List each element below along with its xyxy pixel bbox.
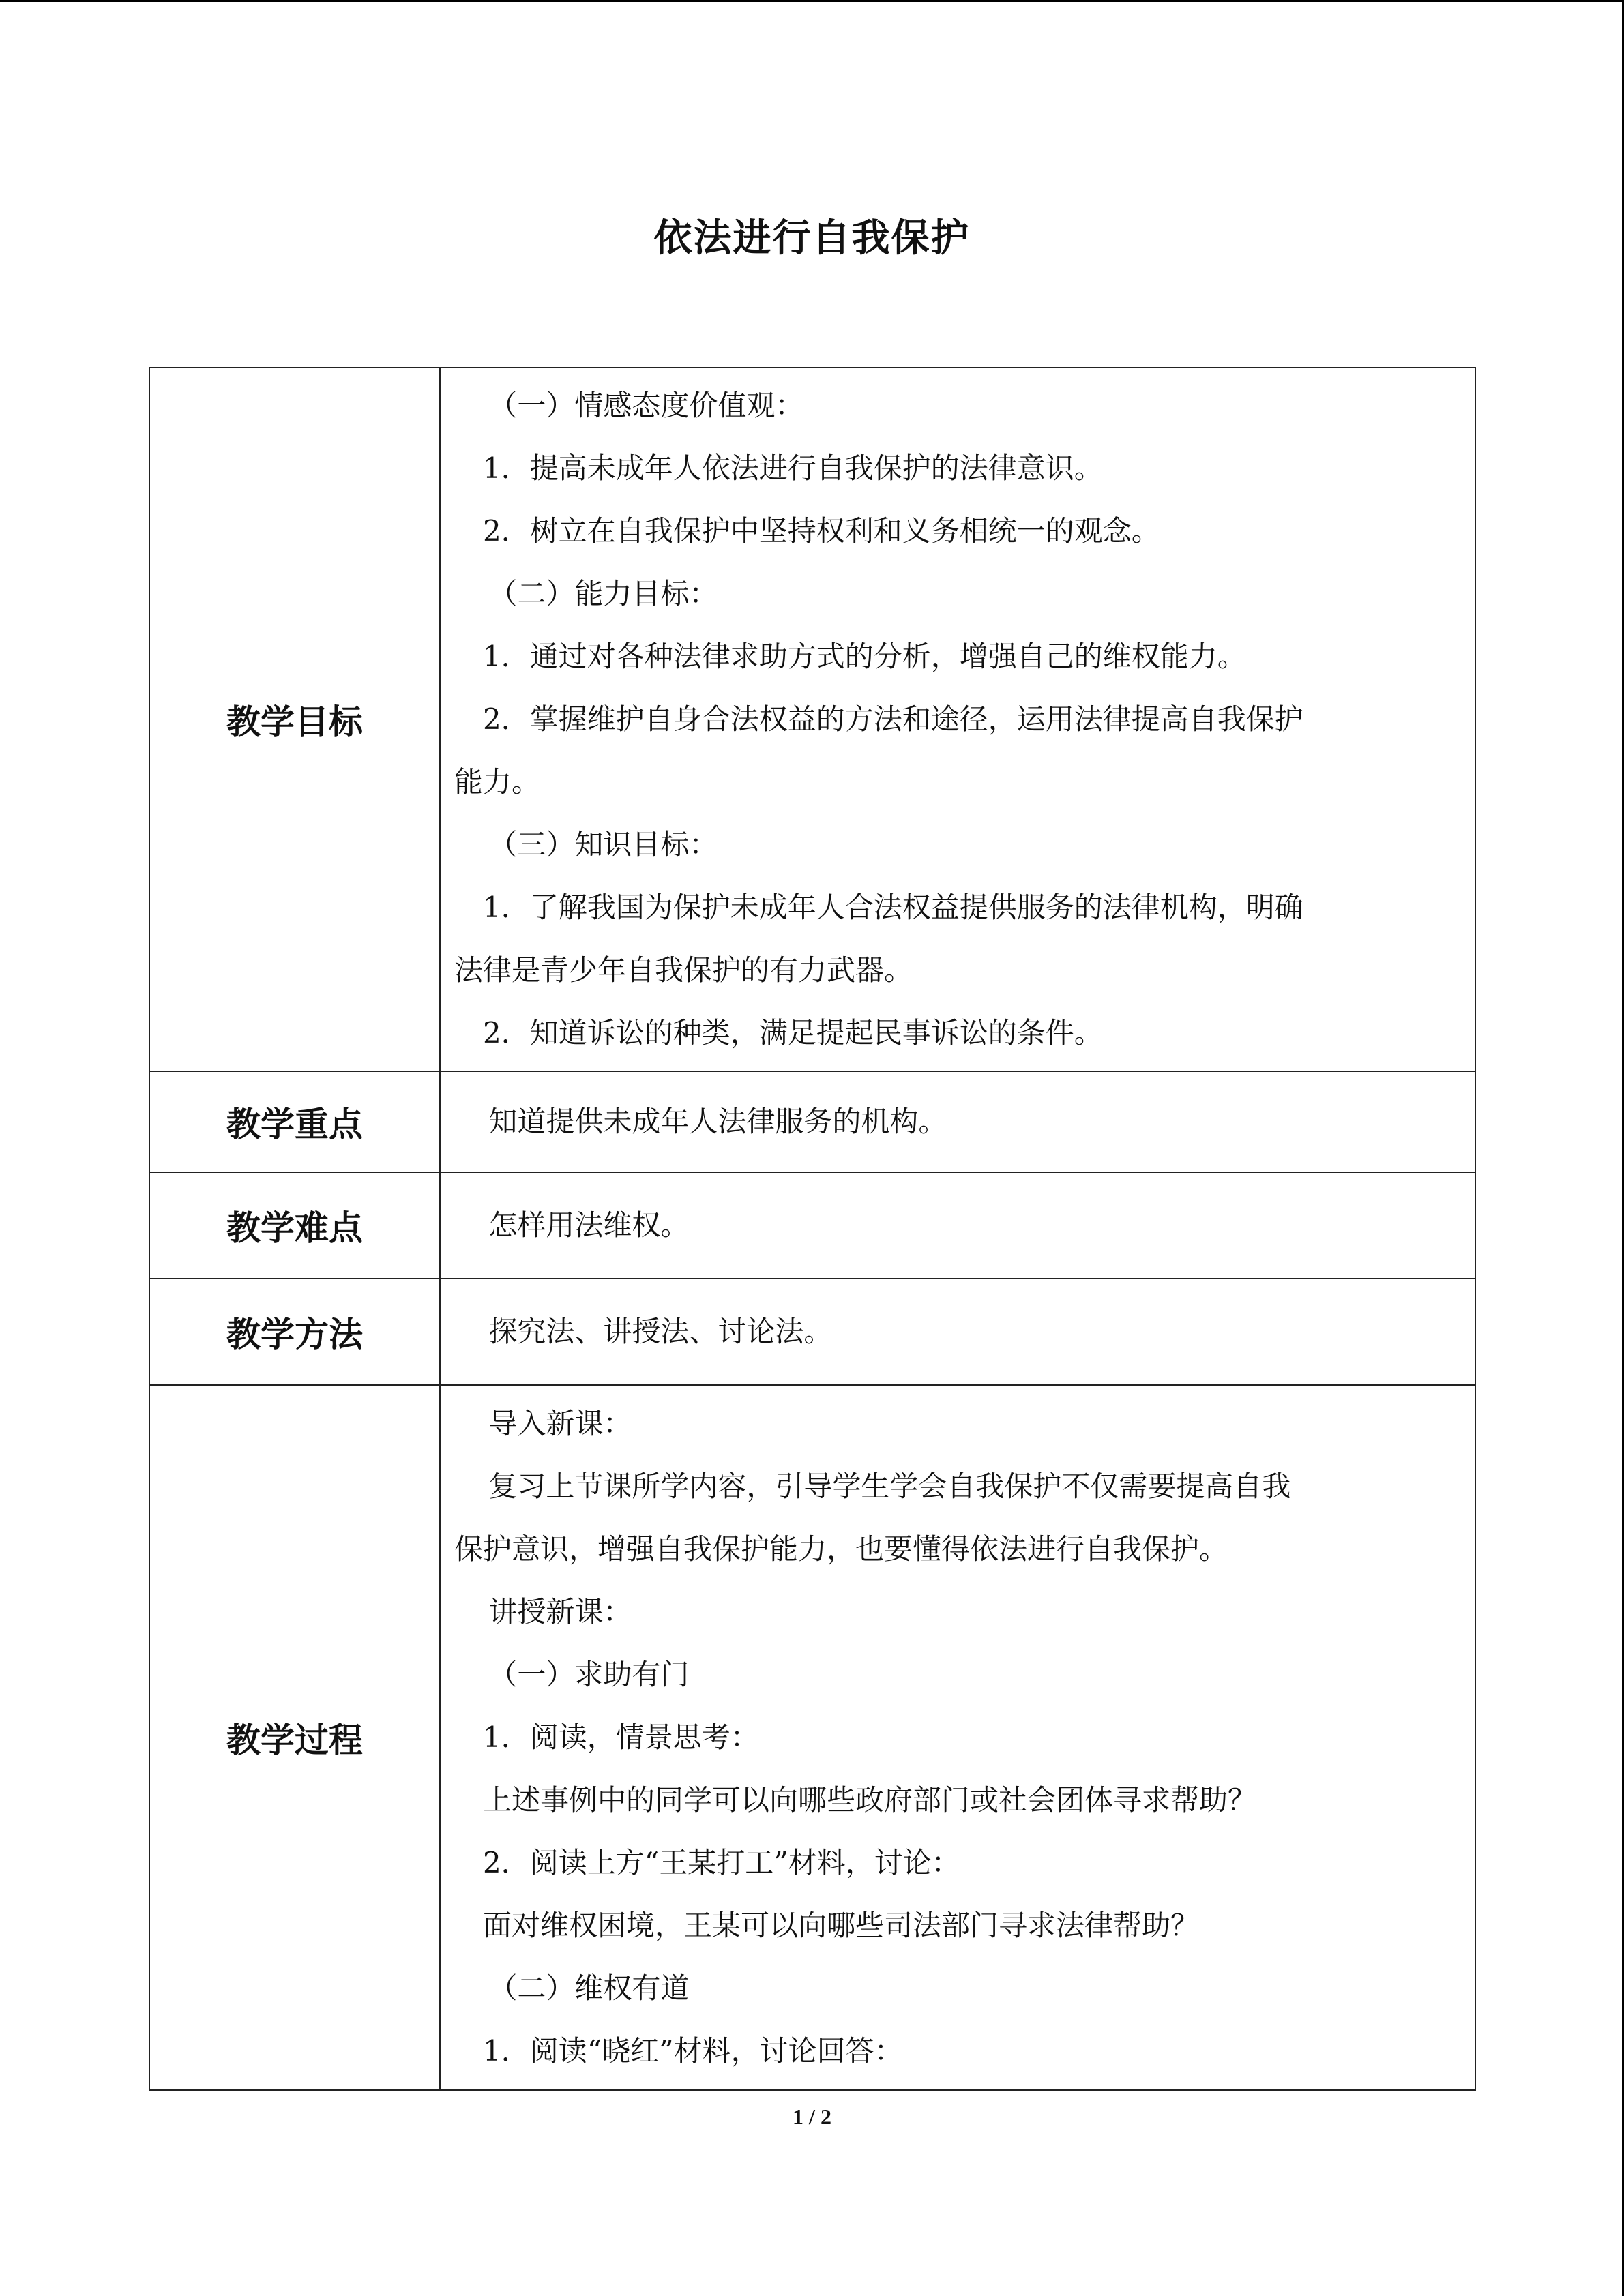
row-label-teaching-method: 教学方法 — [149, 1279, 440, 1385]
difficulty-text: 怎样用法维权。 — [488, 1208, 690, 1242]
teaching-process-content — [440, 1385, 1475, 2090]
method-text: 探究法、讲授法、讨论法。 — [488, 1315, 833, 1348]
process-line: （二）维权有道 — [488, 1971, 690, 2005]
page-top-border — [0, 0, 1624, 2]
process-line: 复习上节课所学内容，引导学生学会自我保护不仅需要提高自我 — [488, 1470, 1291, 1503]
goals-line: 1．通过对各种法律求助方式的分析，增强自己的维权能力。 — [483, 640, 1246, 673]
table-row-teaching-goals — [149, 368, 1475, 1071]
row-label-teaching-difficulty: 教学难点 — [149, 1172, 440, 1279]
process-line: 讲授新课： — [488, 1595, 632, 1628]
goals-line: 2．掌握维护自身合法权益的方法和途径，运用法律提高自我保护 — [483, 702, 1303, 736]
table-row-teaching-method — [149, 1279, 1475, 1385]
document-title: 依法进行自我保护 — [653, 216, 971, 260]
row-label-teaching-goals: 教学目标 — [149, 368, 440, 1071]
teaching-goals-content — [440, 368, 1475, 1071]
teaching-difficulty-content — [440, 1172, 1475, 1279]
teaching-method-content — [440, 1279, 1475, 1385]
goals-line: 2．知道诉讼的种类，满足提起民事诉讼的条件。 — [483, 1016, 1103, 1049]
goals-line: 法律是青少年自我保护的有力武器。 — [454, 953, 913, 987]
teaching-key-point-content — [440, 1071, 1475, 1172]
process-line: 上述事例中的同学可以向哪些政府部门或社会团体寻求帮助？ — [483, 1783, 1257, 1817]
process-line: 导入新课： — [488, 1407, 632, 1440]
table-row-teaching-difficulty — [149, 1172, 1475, 1279]
key-point-text: 知道提供未成年人法律服务的机构。 — [488, 1105, 947, 1138]
goals-line: （三）知识目标： — [488, 828, 718, 861]
process-line: （一）求助有门 — [488, 1658, 690, 1691]
process-line: 2．阅读上方“王某打工”材料，讨论： — [483, 1846, 960, 1879]
process-line: 保护意识，增强自我保护能力，也要懂得依法进行自我保护。 — [454, 1532, 1228, 1566]
goals-line: （二）能力目标： — [488, 577, 718, 610]
goals-line: 1．提高未成年人依法进行自我保护的法律意识。 — [483, 451, 1103, 485]
lesson-plan-table — [149, 367, 1476, 2091]
row-label-teaching-process: 教学过程 — [149, 1385, 440, 2090]
goals-line: 2．树立在自我保护中坚持权利和义务相统一的观念。 — [483, 514, 1160, 548]
table-row-teaching-key-point — [149, 1071, 1475, 1172]
goals-line: （一）情感态度价值观： — [488, 389, 804, 422]
goals-line: 1．了解我国为保护未成年人合法权益提供服务的法律机构，明确 — [483, 891, 1303, 924]
table-row-teaching-process — [149, 1385, 1475, 2090]
row-label-teaching-key-point: 教学重点 — [149, 1071, 440, 1172]
process-line: 面对维权困境，王某可以向哪些司法部门寻求法律帮助？ — [483, 1909, 1200, 1942]
process-line: 1．阅读“晓红”材料，讨论回答： — [483, 2034, 903, 2068]
page-number: 1 / 2 — [793, 2104, 831, 2129]
process-line: 1．阅读，情景思考： — [483, 1720, 759, 1754]
goals-line: 能力。 — [454, 765, 541, 799]
